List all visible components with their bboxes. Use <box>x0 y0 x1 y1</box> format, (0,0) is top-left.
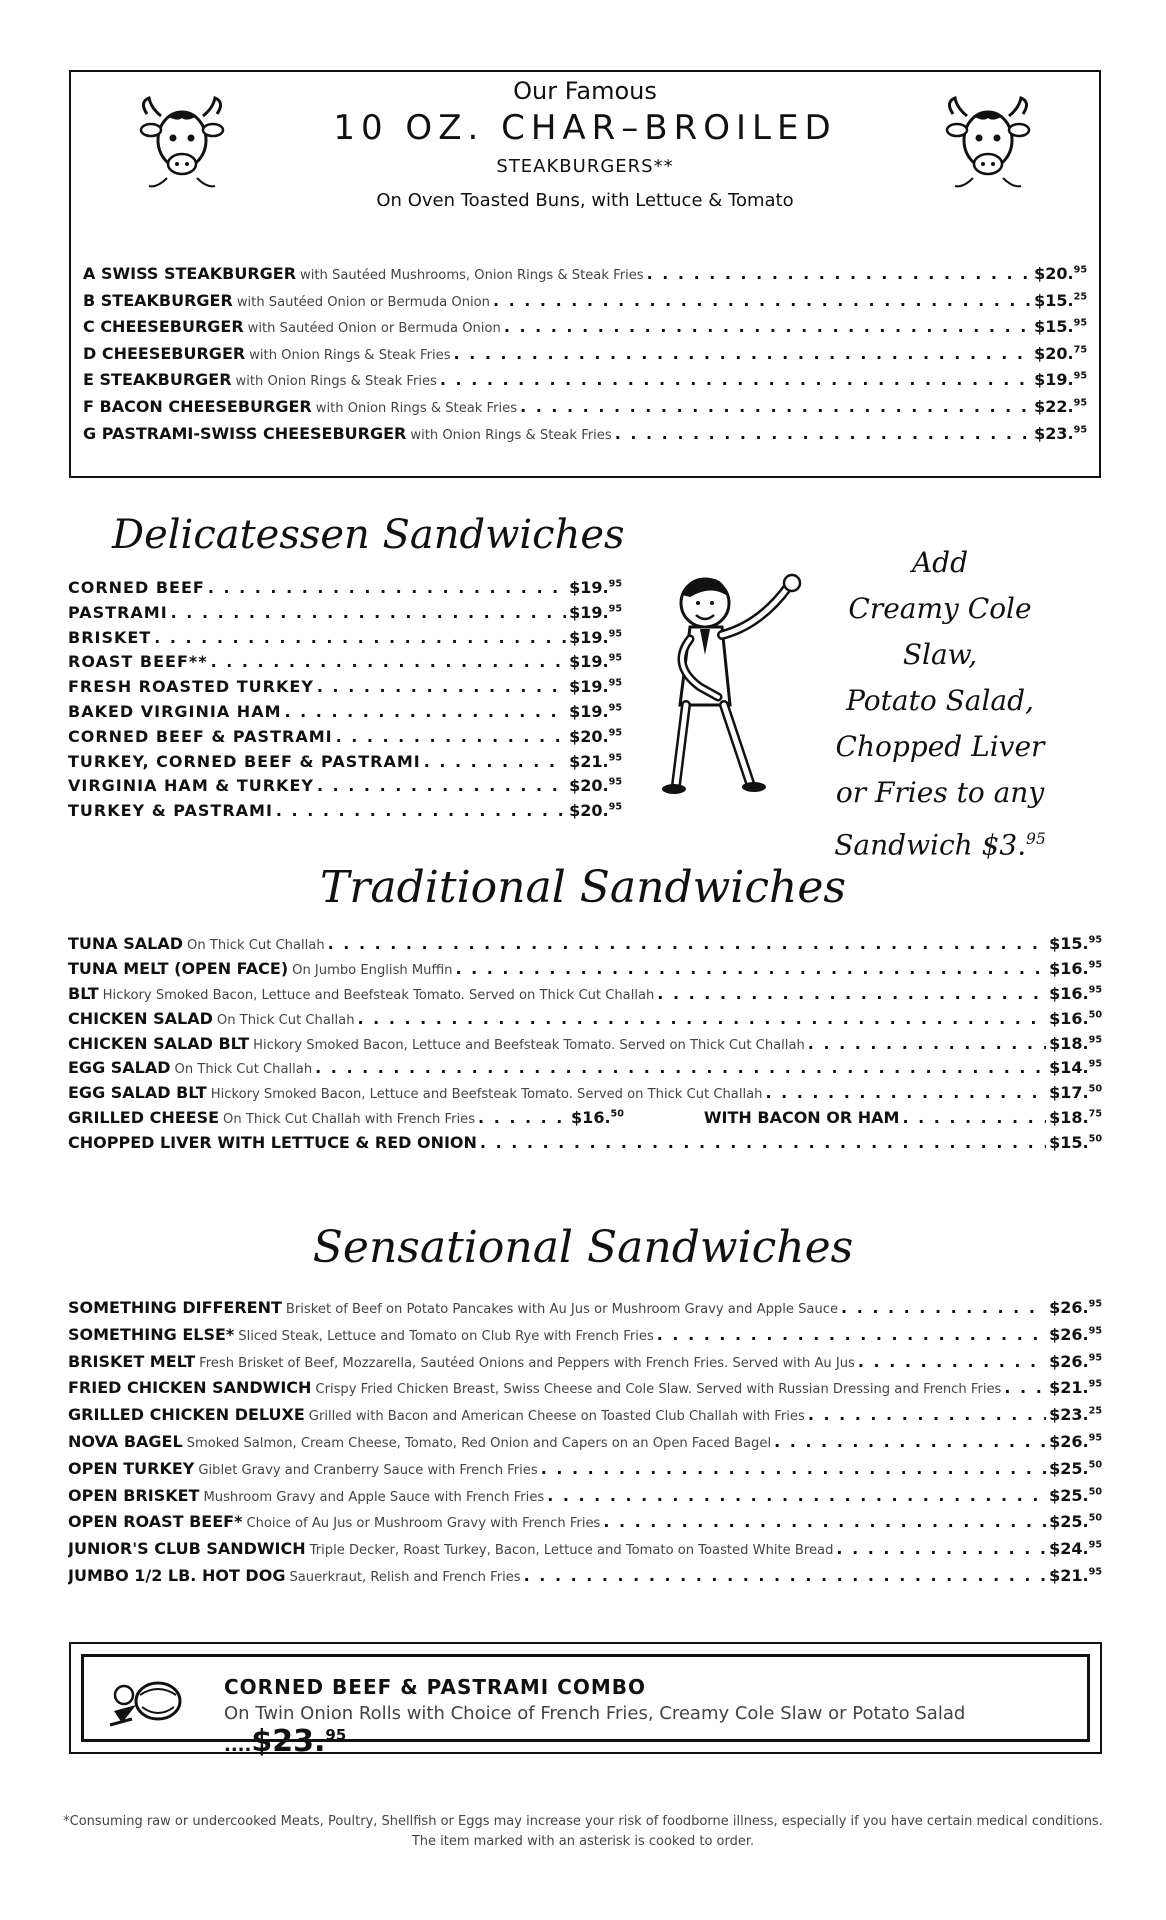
item-desc: Choice of Au Jus or Mushroom Gravy with French Fries <box>246 1516 601 1532</box>
item-desc: with Onion Rings & Steak Fries <box>249 347 451 363</box>
combo-price: $23.95 <box>251 1724 347 1759</box>
item-price: $21.95 <box>1049 1565 1102 1585</box>
item-price: $20.95 <box>1034 264 1087 283</box>
item-price: $15.95 <box>1049 934 1102 953</box>
item-name: BRISKET <box>68 627 152 647</box>
sandwich-mascot-icon <box>106 1675 186 1731</box>
item-name: TURKEY & PASTRAMI <box>68 801 273 821</box>
item-desc: with Onion Rings & Steak Fries <box>235 374 437 390</box>
combo-desc-line <box>224 1703 1067 1759</box>
item-desc: Brisket of Beef on Potato Pancakes with Au Jus or Mushroom Gravy and Apple Sauce <box>285 1302 839 1317</box>
item-desc: Fresh Brisket of Beef, Mozzarella, Sautéed Onions and Peppers with French Fries. Served with Au Jus <box>199 1355 855 1371</box>
item-price: $19.95 <box>569 677 622 697</box>
item-desc: Triple Decker, Roast Turkey, Bacon, Lettuce and Tomato on Toasted White Bread <box>309 1543 834 1559</box>
item-desc: Grilled with Bacon and American Cheese on Toasted Club Challah with Fries <box>308 1409 805 1425</box>
leader-dots <box>1004 1378 1046 1397</box>
leader-dots <box>657 1325 1046 1344</box>
item-price: $16.50 <box>1049 1008 1102 1028</box>
item-name: SOMETHING DIFFERENT <box>68 1298 282 1317</box>
header-subtitle: On Oven Toasted Buns, with Lettuce & Tomato <box>376 190 794 211</box>
leader-dots <box>615 424 1031 443</box>
item-price: $20.95 <box>569 801 622 821</box>
leader-dots <box>211 652 567 671</box>
menu-item <box>68 1459 1102 1486</box>
item-desc: Smoked Salmon, Cream Cheese, Tomato, Red Onion and Capers on an Open Faced Bagel <box>186 1435 772 1451</box>
item-name: ROAST BEEF** <box>68 652 208 672</box>
leader-dots <box>647 264 1032 283</box>
item-price: $25.50 <box>1049 1458 1102 1478</box>
leader-dots <box>480 1133 1046 1152</box>
item-price: $26.95 <box>1049 1298 1102 1317</box>
item-price: $26.95 <box>1049 1431 1102 1451</box>
item-name: CHICKEN SALAD <box>68 1008 213 1028</box>
menu-item <box>68 959 1102 984</box>
leader-dots <box>808 1034 1046 1053</box>
combo-text <box>224 1675 1067 1759</box>
menu-item <box>68 1486 1102 1513</box>
menu-item <box>83 344 1087 371</box>
item-price: $23.25 <box>1049 1405 1102 1425</box>
addon-line: or Fries to any <box>835 776 1045 809</box>
leader-dots <box>547 1486 1046 1505</box>
menu-item <box>68 652 622 677</box>
leader-dots <box>454 344 1032 363</box>
sensational-section-title: Sensational Sandwiches <box>312 1222 854 1273</box>
item-price: $18.95 <box>1049 1033 1102 1053</box>
menu-item <box>68 1058 1102 1083</box>
leader-dots <box>657 984 1046 1003</box>
deli-list <box>68 578 622 826</box>
item-name: FRIED CHICKEN SANDWICH <box>68 1378 312 1398</box>
item-name: GRILLED CHICKEN DELUXE <box>68 1405 305 1425</box>
item-name: GRILLED CHEESE <box>68 1108 220 1128</box>
leader-dots <box>836 1539 1046 1558</box>
menu-item <box>68 603 622 628</box>
item-desc: On Jumbo English Muffin <box>292 962 453 978</box>
item-name: OPEN ROAST BEEF* <box>68 1512 243 1532</box>
menu-item <box>68 1083 1102 1108</box>
item-name: CHICKEN SALAD BLT <box>68 1033 250 1053</box>
item-name: CORNED BEEF <box>68 578 205 597</box>
item-name: BRISKET MELT <box>68 1351 196 1371</box>
item-price: $25.50 <box>1049 1485 1102 1505</box>
leader-dots <box>478 1108 568 1127</box>
menu-item <box>68 727 622 752</box>
menu-item <box>68 1325 1102 1352</box>
leader-dots <box>774 1432 1046 1451</box>
item-price: $14.95 <box>1049 1058 1102 1078</box>
item-name-alt: WITH BACON OR HAM <box>703 1108 900 1128</box>
item-price: $16.95 <box>1049 958 1102 978</box>
combo-desc: On Twin Onion Rolls with Choice of French Fries, Creamy Cole Slaw or Potato Salad <box>224 1703 966 1724</box>
item-name: NOVA BAGEL <box>68 1431 183 1451</box>
leader-dots <box>424 752 566 771</box>
leader-dots <box>493 291 1031 310</box>
deli-section-title: Delicatessen Sandwiches <box>112 512 625 558</box>
menu-item <box>68 1405 1102 1432</box>
item-name: A SWISS STEAKBURGER <box>83 264 297 283</box>
item-price: $16.95 <box>1049 983 1102 1003</box>
item-desc: Hickory Smoked Bacon, Lettuce and Beefsteak Tomato. Served on Thick Cut Challah <box>210 1087 763 1103</box>
item-desc: Mushroom Gravy and Apple Sauce with French Fries <box>203 1489 545 1505</box>
item-price: $25.50 <box>1049 1512 1102 1532</box>
menu-item <box>68 1133 1102 1158</box>
menu-item <box>83 291 1087 318</box>
item-name: PASTRAMI <box>68 602 168 622</box>
addon-line: Creamy Cole Slaw, <box>848 592 1032 671</box>
leader-dots <box>603 1512 1046 1531</box>
item-name: JUNIOR'S CLUB SANDWICH <box>68 1539 306 1559</box>
leader-dots <box>208 578 566 597</box>
addon-price-line: Sandwich $3.95 <box>834 828 1046 862</box>
item-name: E STEAKBURGER <box>83 370 232 390</box>
item-price: $20.95 <box>569 776 622 796</box>
item-name: TUNA MELT (OPEN FACE) <box>68 958 289 978</box>
item-price: $26.95 <box>1049 1324 1102 1344</box>
item-name: OPEN TURKEY <box>68 1458 195 1478</box>
item-name: VIRGINIA HAM & TURKEY <box>68 776 314 796</box>
menu-item-grilled-cheese <box>68 1108 1102 1133</box>
addon-note <box>830 540 1050 868</box>
menu-item <box>83 264 1087 291</box>
item-desc: On Thick Cut Challah <box>174 1062 313 1078</box>
combo-section <box>69 1642 1102 1759</box>
item-name: TUNA SALAD <box>68 934 184 953</box>
menu-item <box>68 752 622 777</box>
item-price-alt: $18.75 <box>1049 1108 1102 1128</box>
footnote <box>0 1812 1166 1852</box>
menu-item <box>68 628 622 653</box>
menu-item <box>68 677 622 702</box>
item-name: JUMBO 1/2 LB. HOT DOG <box>68 1565 286 1585</box>
leader-dots <box>317 776 566 795</box>
waiter-illustration-icon <box>660 565 820 800</box>
leader-dots <box>765 1083 1046 1102</box>
header-line-2: 10 OZ. CHAR–BROILED <box>333 108 837 148</box>
combo-inner-frame <box>81 1654 1090 1759</box>
menu-item <box>68 984 1102 1009</box>
item-desc: On Thick Cut Challah <box>187 938 325 953</box>
leader-dots <box>171 603 567 622</box>
item-price: $19.95 <box>569 602 622 622</box>
item-price: $19.95 <box>569 652 622 672</box>
traditional-list <box>68 934 1102 1158</box>
steakburger-header <box>71 76 1099 218</box>
item-desc: Crispy Fried Chicken Breast, Swiss Cheese and Cole Slaw. Served with Russian Dressing and French Fries <box>315 1382 1002 1398</box>
item-price: $15.25 <box>1034 290 1087 310</box>
item-name: TURKEY, CORNED BEEF & PASTRAMI <box>68 751 421 771</box>
menu-item <box>83 397 1087 424</box>
item-name: B STEAKBURGER <box>83 290 233 310</box>
item-desc: with Onion Rings & Steak Fries <box>410 427 612 443</box>
leader-dots <box>315 1058 1046 1077</box>
header-line-3: STEAKBURGERS** <box>496 156 674 177</box>
item-desc: Hickory Smoked Bacon, Lettuce and Beefsteak Tomato. Served on Thick Cut Challah <box>102 987 655 1003</box>
leader-dots <box>520 397 1031 416</box>
menu-item <box>68 702 622 727</box>
menu-item <box>68 934 1102 959</box>
leader-dots <box>504 317 1031 336</box>
steakburger-section <box>69 70 1101 478</box>
item-desc: with Onion Rings & Steak Fries <box>315 400 518 416</box>
item-desc: with Sautéed Onion or Bermuda Onion <box>247 321 501 337</box>
item-price: $22.95 <box>1034 396 1087 416</box>
item-name: CORNED BEEF & PASTRAMI <box>68 726 333 746</box>
leader-dots <box>902 1108 1046 1127</box>
item-desc: Hickory Smoked Bacon, Lettuce and Beefsteak Tomato. Served on Thick Cut Challah <box>253 1037 805 1053</box>
steakburger-list <box>83 264 1087 450</box>
item-price: $15.50 <box>1049 1133 1102 1153</box>
menu-item <box>68 1539 1102 1566</box>
leader-dots <box>455 959 1046 978</box>
item-name: SOMETHING ELSE* <box>68 1324 235 1344</box>
menu-item <box>68 776 622 801</box>
menu-item <box>68 1034 1102 1059</box>
leader-dots <box>541 1459 1046 1478</box>
item-desc: On Thick Cut Challah with French Fries <box>223 1112 476 1128</box>
leader-dots <box>154 628 566 647</box>
item-name: OPEN BRISKET <box>68 1485 200 1505</box>
menu-item <box>68 1009 1102 1034</box>
item-price: $17.50 <box>1049 1083 1102 1103</box>
footnote-line-2: The item marked with an asterisk is cooked to order. <box>411 1834 755 1849</box>
leader-dots <box>808 1405 1046 1424</box>
item-desc: On Thick Cut Challah <box>216 1012 355 1028</box>
item-price: $20.75 <box>1034 343 1087 363</box>
item-desc: with Sautéed Mushrooms, Onion Rings & Steak Fries <box>300 268 644 283</box>
item-price: $16.50 <box>571 1108 624 1128</box>
item-name: BAKED VIRGINIA HAM <box>68 701 282 721</box>
item-price: $19.95 <box>569 627 622 647</box>
menu-item <box>68 578 622 603</box>
header-line-1: Our Famous <box>513 77 657 105</box>
menu-item <box>68 801 622 826</box>
item-name: C CHEESEBURGER <box>83 317 244 337</box>
menu-item <box>68 1352 1102 1379</box>
menu-item <box>83 317 1087 344</box>
menu-item <box>83 424 1087 451</box>
menu-item <box>68 1566 1102 1593</box>
sensational-list <box>68 1298 1102 1593</box>
item-price: $23.95 <box>1034 423 1087 443</box>
item-price: $21.95 <box>1049 1378 1102 1398</box>
item-name: EGG SALAD BLT <box>68 1083 207 1103</box>
menu-item <box>68 1432 1102 1459</box>
leader-dots <box>336 727 567 746</box>
leader-dots <box>317 677 566 696</box>
item-name: CHOPPED LIVER WITH LETTUCE & RED ONION <box>68 1133 477 1153</box>
item-price: $15.95 <box>1034 317 1087 337</box>
item-price: $24.95 <box>1049 1539 1102 1559</box>
footnote-line-1: *Consuming raw or undercooked Meats, Poultry, Shellfish or Eggs may increase your risk of foodborne illness, especially if you have certain medical conditions. <box>63 1814 1103 1829</box>
item-name: BLT <box>68 983 99 1003</box>
item-price: $21.95 <box>569 751 622 771</box>
menu-item <box>68 1298 1102 1325</box>
item-desc: Sauerkraut, Relish and French Fries <box>289 1569 521 1585</box>
leader-dots <box>285 702 567 721</box>
leader-dots <box>524 1566 1047 1585</box>
item-desc: with Sautéed Onion or Bermuda Onion <box>236 294 490 310</box>
menu-item <box>68 1512 1102 1539</box>
item-name: EGG SALAD <box>68 1058 171 1078</box>
item-price: $19.95 <box>1034 370 1087 390</box>
item-price: $19.95 <box>569 578 622 597</box>
item-price: $20.95 <box>569 726 622 746</box>
leader-dots <box>276 801 566 820</box>
item-name: F BACON CHEESEBURGER <box>83 396 312 416</box>
item-name: G PASTRAMI-SWISS CHEESEBURGER <box>83 423 407 443</box>
addon-line: Add <box>911 546 969 579</box>
leader-dots <box>328 934 1047 953</box>
leader-dots <box>858 1352 1046 1371</box>
addon-line: Potato Salad, <box>846 684 1034 717</box>
leader-dots <box>358 1009 1047 1028</box>
leader-dots <box>440 370 1031 389</box>
item-name: FRESH ROASTED TURKEY <box>68 677 314 697</box>
item-desc: Giblet Gravy and Cranberry Sauce with French Fries <box>198 1462 538 1478</box>
item-desc: Sliced Steak, Lettuce and Tomato on Club Rye with French Fries <box>238 1328 654 1344</box>
leader-dots <box>841 1298 1046 1317</box>
leader-dots: .... <box>224 1735 252 1756</box>
item-name: D CHEESEBURGER <box>83 343 246 363</box>
menu-item <box>83 370 1087 397</box>
item-price: $26.95 <box>1049 1351 1102 1371</box>
traditional-section-title: Traditional Sandwiches <box>320 862 846 913</box>
addon-line: Chopped Liver <box>835 730 1045 763</box>
menu-item <box>68 1378 1102 1405</box>
combo-name: CORNED BEEF & PASTRAMI COMBO <box>224 1675 647 1699</box>
item-price: $19.95 <box>569 701 622 721</box>
